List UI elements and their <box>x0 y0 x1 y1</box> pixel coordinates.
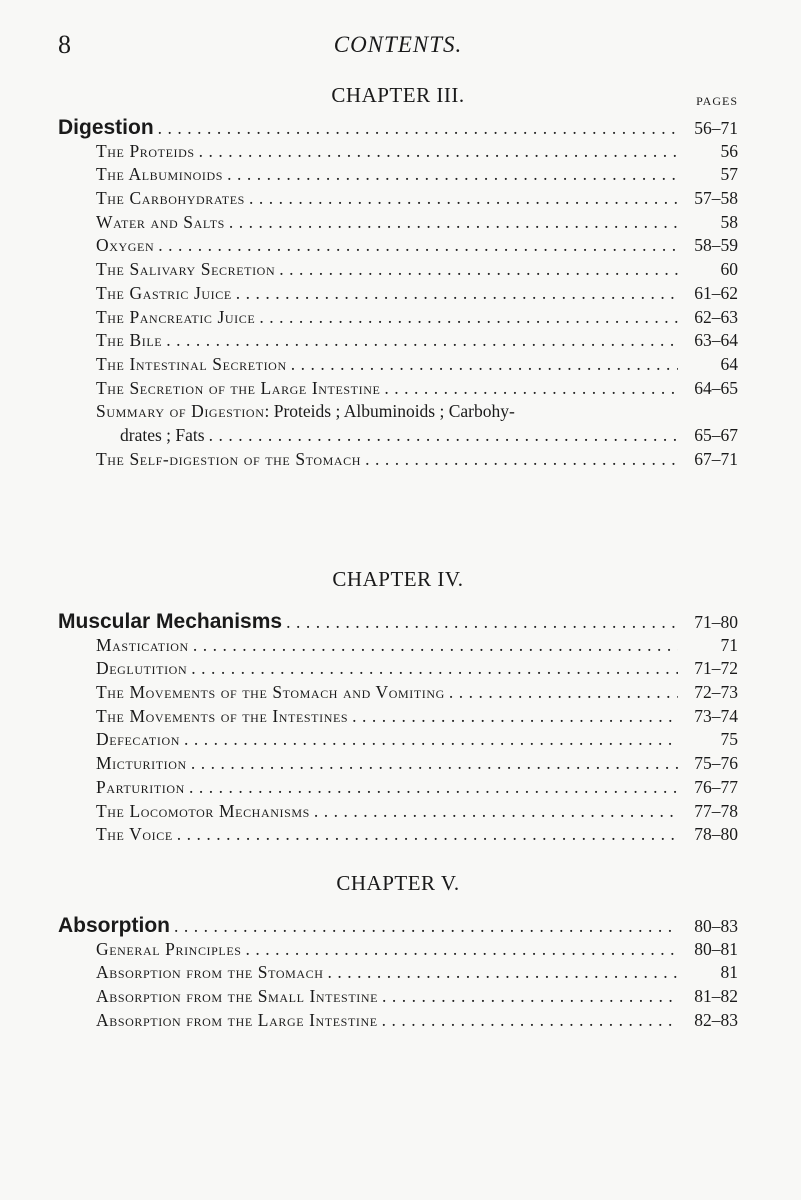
chapter-title: CHAPTER III. <box>331 83 465 107</box>
chapter-title: CHAPTER IV. <box>332 567 464 591</box>
toc-entry[interactable]: The Salivary Secretion ..... 60 <box>58 258 738 282</box>
toc-entry[interactable]: The Self-digestion of the Stomach ..... 67–71 <box>58 448 738 472</box>
toc-entry[interactable]: The Movements of the Intestines ..... 73–74 <box>58 705 738 729</box>
toc-entry-main[interactable]: Absorption ..... 80–83 <box>58 914 738 938</box>
toc-entry[interactable]: Oxygen ..... 58–59 <box>58 234 738 258</box>
toc-entry[interactable]: The Bile ..... 63–64 <box>58 329 738 353</box>
toc-entry[interactable]: Parturition ..... 76–77 <box>58 776 738 800</box>
toc-entry[interactable]: Absorption from the Large Intestine ..... 82–83 <box>58 1009 738 1033</box>
toc-entry[interactable]: The Voice ..... 78–80 <box>58 823 738 847</box>
pages-column-label: PAGES <box>696 94 738 108</box>
toc-entry[interactable]: Absorption from the Stomach ..... 81 <box>58 961 738 985</box>
toc-entry[interactable]: The Intestinal Secretion ..... 64 <box>58 353 738 377</box>
toc-entry[interactable]: Defecation ..... 75 <box>58 728 738 752</box>
chapter-4 <box>58 564 738 847</box>
page-number: 8 <box>58 30 71 59</box>
chapter-title: CHAPTER V. <box>336 871 460 895</box>
chapter-3 <box>58 80 738 471</box>
page-header <box>58 30 738 64</box>
toc-entry-main[interactable]: Digestion ..... 56–71 <box>58 116 738 140</box>
toc-entry-summary[interactable]: Summary of Digestion: Proteids ; Albuminoids ; Carbohy- drates ; Fats ..... 65–67 <box>58 400 738 447</box>
toc-entry[interactable]: The Pancreatic Juice ..... 62–63 <box>58 306 738 330</box>
toc-entry[interactable]: Absorption from the Small Intestine ..... 81–82 <box>58 985 738 1009</box>
running-title: CONTENTS. <box>333 32 463 57</box>
toc-entry[interactable]: Micturition ..... 75–76 <box>58 752 738 776</box>
toc-entry-main[interactable]: Muscular Mechanisms ..... 71–80 <box>58 610 738 634</box>
toc-entry[interactable]: Mastication ..... 71 <box>58 634 738 658</box>
toc-entry[interactable]: The Secretion of the Large Intestine ..... 64–65 <box>58 377 738 401</box>
toc-entry[interactable]: The Locomotor Mechanisms ..... 77–78 <box>58 800 738 824</box>
toc-entry[interactable]: The Movements of the Stomach and Vomiting ..... 72–73 <box>58 681 738 705</box>
toc-entry[interactable]: Water and Salts ..... 58 <box>58 211 738 235</box>
toc-entry[interactable]: The Carbohydrates ..... 57–58 <box>58 187 738 211</box>
chapter-5 <box>58 868 738 1032</box>
toc-entry[interactable]: Deglutition ..... 71–72 <box>58 657 738 681</box>
toc-entry[interactable]: General Principles ..... 80–81 <box>58 938 738 962</box>
toc-entry[interactable]: The Gastric Juice ..... 61–62 <box>58 282 738 306</box>
toc-entry[interactable]: The Albuminoids ..... 57 <box>58 163 738 187</box>
toc-entry[interactable]: The Proteids ..... 56 <box>58 140 738 164</box>
